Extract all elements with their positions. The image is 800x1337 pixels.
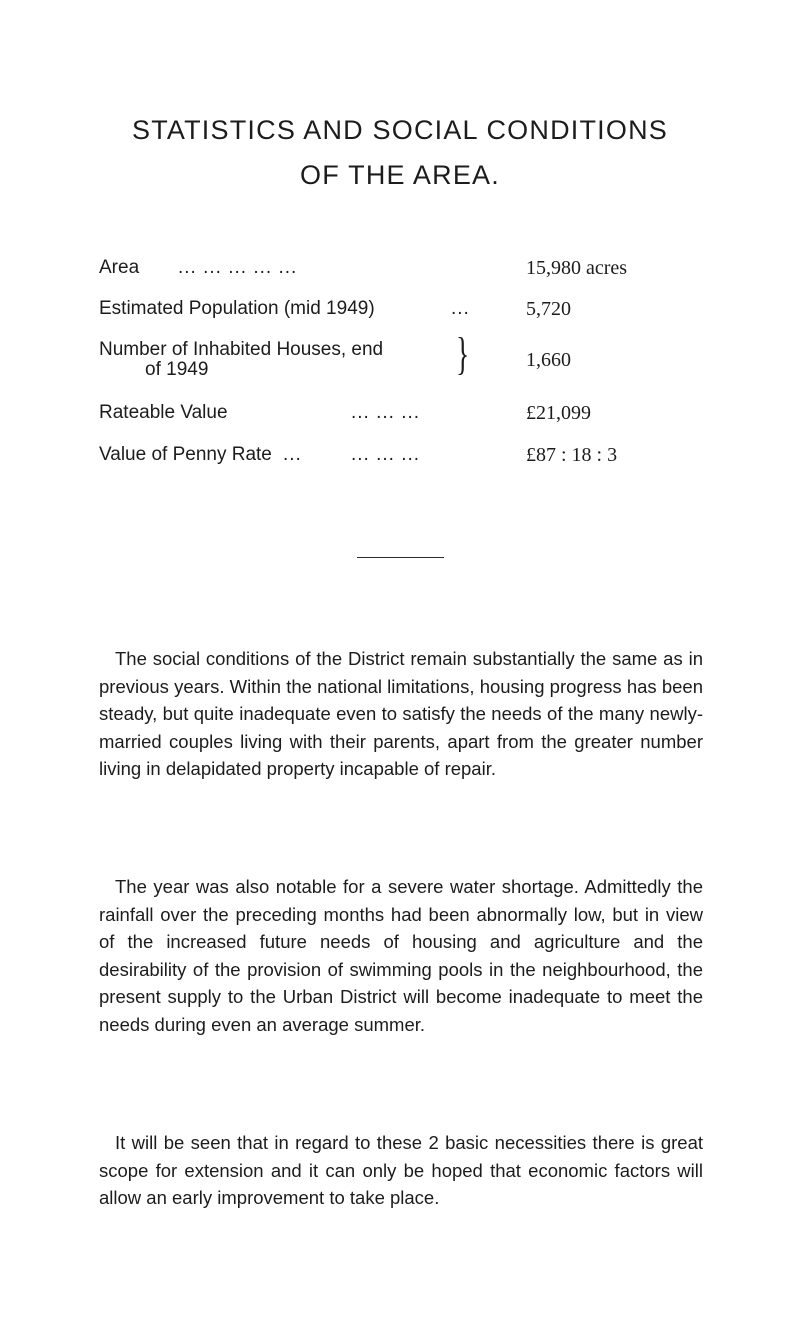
stat-label: Estimated Population (mid 1949) <box>99 298 375 319</box>
stat-value: £21,099 <box>526 402 591 424</box>
stat-row-houses <box>99 328 699 389</box>
paragraph-water-shortage: The year was also notable for a severe water shortage. Admittedly the rainfall over the preceding months had been abnormally low, but in view of the increased future needs of housing and agriculture and the desirability of the provision of swimming pools in the neighbourhood, the present supply to the Urban District will become inadequate to meet the needs during even an average summer. <box>99 876 703 1035</box>
page-subtitle: OF THE AREA. <box>300 160 500 190</box>
leader-dots: ... <box>283 444 340 465</box>
stat-label: Area <box>99 257 140 278</box>
stat-value: 15,980 acres <box>526 257 628 279</box>
stat-label-continuation: of 1949 <box>145 359 209 380</box>
page-title: STATISTICS AND SOCIAL CONDITIONS <box>132 115 668 145</box>
stat-label: Value of Penny Rate <box>99 444 272 465</box>
leader-dots: ... ... ... <box>351 444 421 465</box>
stat-value: 5,720 <box>526 298 571 320</box>
section-divider <box>357 557 444 558</box>
paragraph-social-conditions: The social conditions of the District remain substantially the same as in previous years. Within the national limitations, housing progress has been steady, but quite inadequate even to satisfy the needs of the many newly-married couples living with their parents, apart from the greater number living in delapidated property incapable of repair. <box>99 648 703 780</box>
paragraph-conclusion: It will be seen that in regard to these 2 basic necessities there is great scope for extension and it can only be hoped that economic factors will allow an early improvement to take place. <box>99 1132 703 1209</box>
leader-dots: ... <box>451 298 470 319</box>
brace-icon: } <box>456 328 470 379</box>
leader-dots: ... ... ... <box>351 402 421 423</box>
stat-label: Number of Inhabited Houses, end <box>99 339 384 360</box>
stat-value: £87 : 18 : 3 <box>526 444 618 466</box>
leader-dots: ... ... ... ... ... <box>178 257 298 278</box>
stat-label: Rateable Value <box>99 402 228 423</box>
stat-value: 1,660 <box>526 349 571 371</box>
